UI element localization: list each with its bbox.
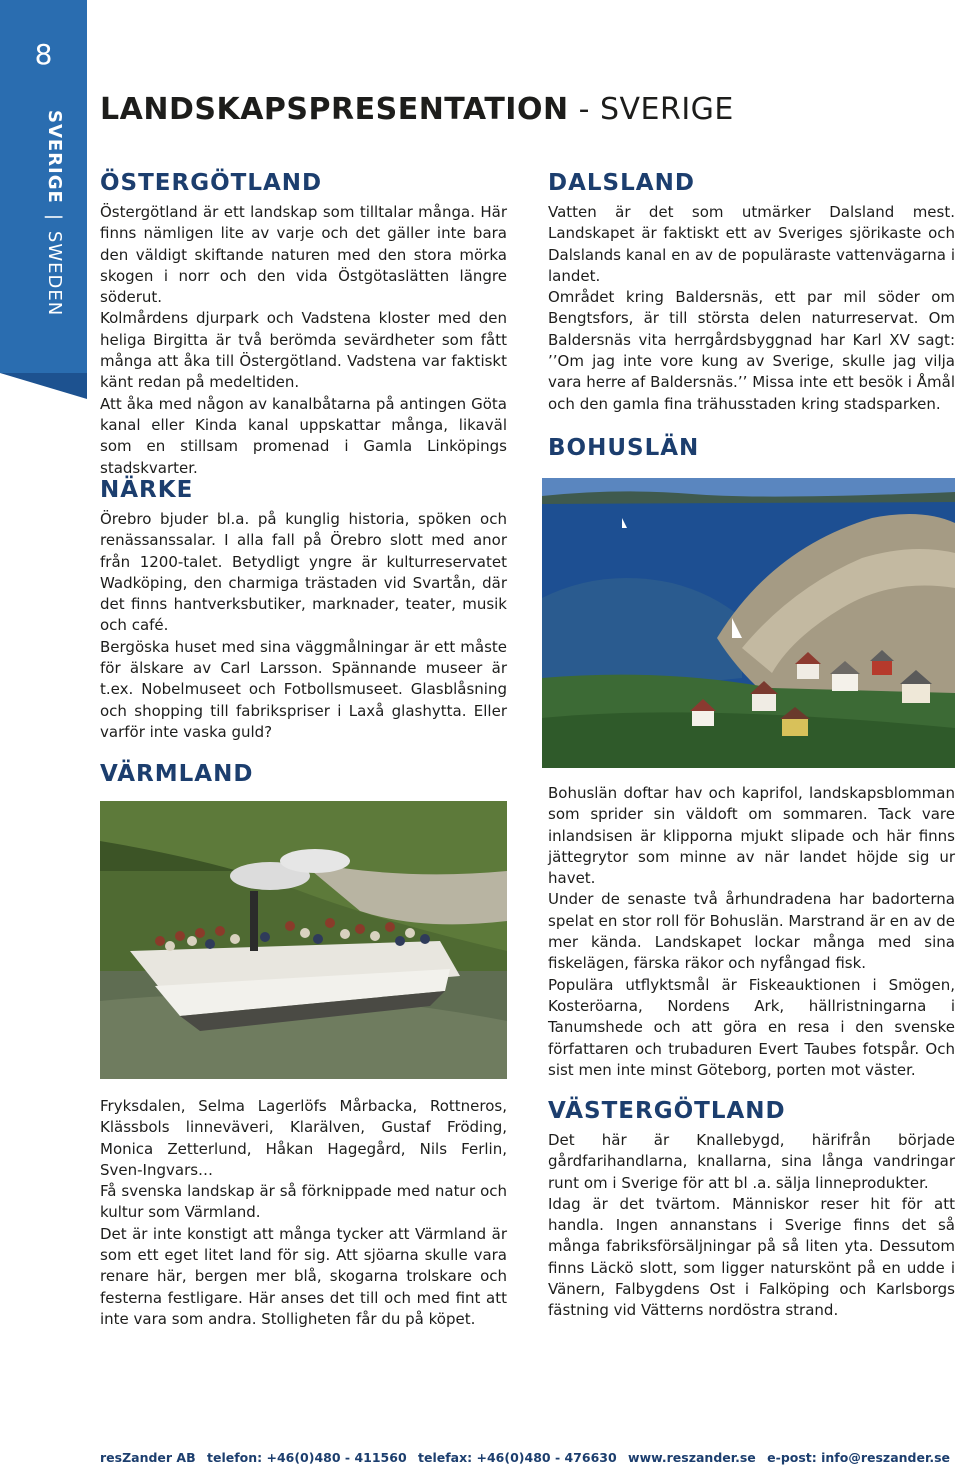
coast-illustration bbox=[542, 478, 955, 768]
side-label-sweden: SWEDEN bbox=[44, 230, 65, 317]
section-heading: BOHUSLÄN bbox=[548, 435, 700, 461]
section-bohuslan-heading bbox=[548, 435, 955, 467]
section-dalsland bbox=[548, 170, 955, 415]
section-heading: VÄRMLAND bbox=[100, 761, 254, 787]
page-title-suffix: - SVERIGE bbox=[568, 92, 734, 127]
footer-email-link[interactable]: e-post: info@reszander.se bbox=[767, 1450, 950, 1465]
section-ostergotland bbox=[100, 170, 507, 479]
page-title bbox=[100, 92, 734, 127]
steamboat-illustration bbox=[100, 801, 507, 1079]
footer-phone: telefon: +46(0)480 - 411560 bbox=[206, 1450, 407, 1465]
section-heading: ÖSTERGÖTLAND bbox=[100, 170, 323, 196]
coast-photo bbox=[542, 478, 955, 768]
section-varmland-heading bbox=[100, 761, 507, 793]
section-varmland bbox=[100, 1096, 507, 1330]
paragraph: Under de senaste två århundradena har badorterna spelat en stor roll för Bohuslän. Marstrand är en av de mer kända. Landskapet lockar många med sina fiskelägen, färska räkor och nyfångad fisk. bbox=[548, 890, 955, 973]
section-heading: DALSLAND bbox=[548, 170, 695, 196]
section-narke bbox=[100, 477, 507, 743]
footer-website-link[interactable]: www.reszander.se bbox=[628, 1450, 756, 1465]
side-tab bbox=[0, 0, 87, 373]
paragraph: Vatten är det som utmärker Dalsland mest. Landskapet är faktiskt ett av Sveriges sjörikaste och Dalslands kanal en av de populäraste vattenvägarna i landet. bbox=[548, 203, 955, 285]
section-heading: VÄSTERGÖTLAND bbox=[548, 1098, 786, 1124]
paragraph: Området kring Baldersnäs, ett par mil söder om Bengtsfors, är till största delen naturreservat. Om Baldersnäs vita herrgårdsbyggnad har Karl XV sagt: ’’Om jag inte vore kung av Sverige, skulle jag vilja vara herre af Baldersnäs.’’ Missa inte ett besök i Åmål och den gamla fina trähusstaden kring stadsparken. bbox=[548, 288, 955, 413]
paragraph: Få svenska landskap är så förknippade med natur och kultur som Värmland. bbox=[100, 1182, 507, 1222]
paragraph: Fryksdalen, Selma Lagerlöfs Mårbacka, Rottneros, Klässbols linneväveri, Klarälven, Gustaf Fröding, Monica Zetterlund, Håkan Hagegård, Nils Ferlin, Sven-Ingvars… bbox=[100, 1097, 507, 1179]
footer-company: resZander AB bbox=[100, 1450, 196, 1465]
paragraph: Idag är det tvärtom. Människor reser hit för att handla. Ingen annanstans i Sverige finns det så många fabriksförsäljningar på så liten yta. Dessutom finns Läckö slott, som ligger naturskönt på en udde i Vänern, Falbygdens Ost i Falköping och Karlsborgs fästning vid Vätterns nordöstra strand. bbox=[548, 1194, 955, 1320]
page-number: 8 bbox=[34, 38, 53, 71]
section-bohuslan bbox=[548, 783, 955, 1081]
paragraph: Att åka med någon av kanalbåtarna på antingen Göta kanal eller Kinda kanal uppskattar många, likaväl som en stillsam promenad i Gamla Linköpings stadskvarter. bbox=[100, 394, 507, 477]
footer-fax: telefax: +46(0)480 - 476630 bbox=[418, 1450, 617, 1465]
paragraph: Bergöska huset med sina väggmålningar är ett måste för älskare av Carl Larsson. Spännande museer är t.ex. Nobelmuseet och Fotbollsmuseet. Glasblåsning och shopping till fabrikspriser i Laxå glashytta. Eller varför inte vaska guld? bbox=[100, 637, 507, 741]
paragraph: Det här är Knallebygd, härifrån började gårdfarihandlarna, knallarna, sina långa vandringar runt om i Sverige för att bl .a. sälja linneprodukter. bbox=[548, 1131, 955, 1192]
side-label-separator: | bbox=[44, 213, 65, 221]
paragraph: Östergötland är ett landskap som tilltalar många. Här finns nämligen lite av varje och det gäller inte bara den väldigt skiftande naturen med den stora mörka skogen i norr och den vida Östgötaslätten längre söderut. bbox=[100, 203, 507, 307]
paragraph: Populära utflyktsmål är Fiskeauktionen i Smögen, Kosteröarna, Nordens Ark, hällristningarna i Tanumshede och att göra en resa i den svenske författaren och trubaduren Evert Taubes fotspår. Och sist men inte minst Göteborg, porten mot väster. bbox=[548, 975, 955, 1079]
steamboat-photo bbox=[100, 801, 507, 1079]
paragraph: Bohuslän doftar hav och kaprifol, landskapsblomman som sprider sin väldoft om sommaren. Tack vare inlandsisen är klipporna mjukt slipade och här finns jättegrytor som minne av när landet höjde sig ur havet. bbox=[548, 784, 955, 888]
footer bbox=[100, 1450, 950, 1465]
paragraph: Örebro bjuder bl.a. på kunglig historia, spöken och renässanssalar. I alla fall på Örebro slott med anor från 1200-talet. Betydligt yngre är kulturreservatet Wadköping, den charmiga trästaden vid Svartån, där det finns hantverksbutiker, marknader, teater, musik och café. bbox=[100, 510, 507, 635]
side-tab-fold bbox=[0, 373, 87, 399]
side-label bbox=[44, 110, 65, 316]
section-heading: NÄRKE bbox=[100, 477, 194, 503]
paragraph: Kolmårdens djurpark och Vadstena kloster med den heliga Birgitta är två berömda sevärdheter som fått många att åka till Östergötland. Vadstena var faktiskt känt redan på medeltiden. bbox=[100, 309, 507, 392]
side-label-sverige: SVERIGE bbox=[44, 110, 65, 204]
section-vastergotland bbox=[548, 1098, 955, 1322]
paragraph: Det är inte konstigt att många tycker att Värmland är som ett eget litet land för sig. Att sjöarna skulle vara renare här, bergen mer blå, skogarna trolskare och festerna festligare. Här anses det till och med fint att inte vara som andra. Stolligheten får du på köpet. bbox=[100, 1224, 507, 1328]
page-title-main: LANDSKAPSPRESENTATION bbox=[100, 92, 569, 127]
